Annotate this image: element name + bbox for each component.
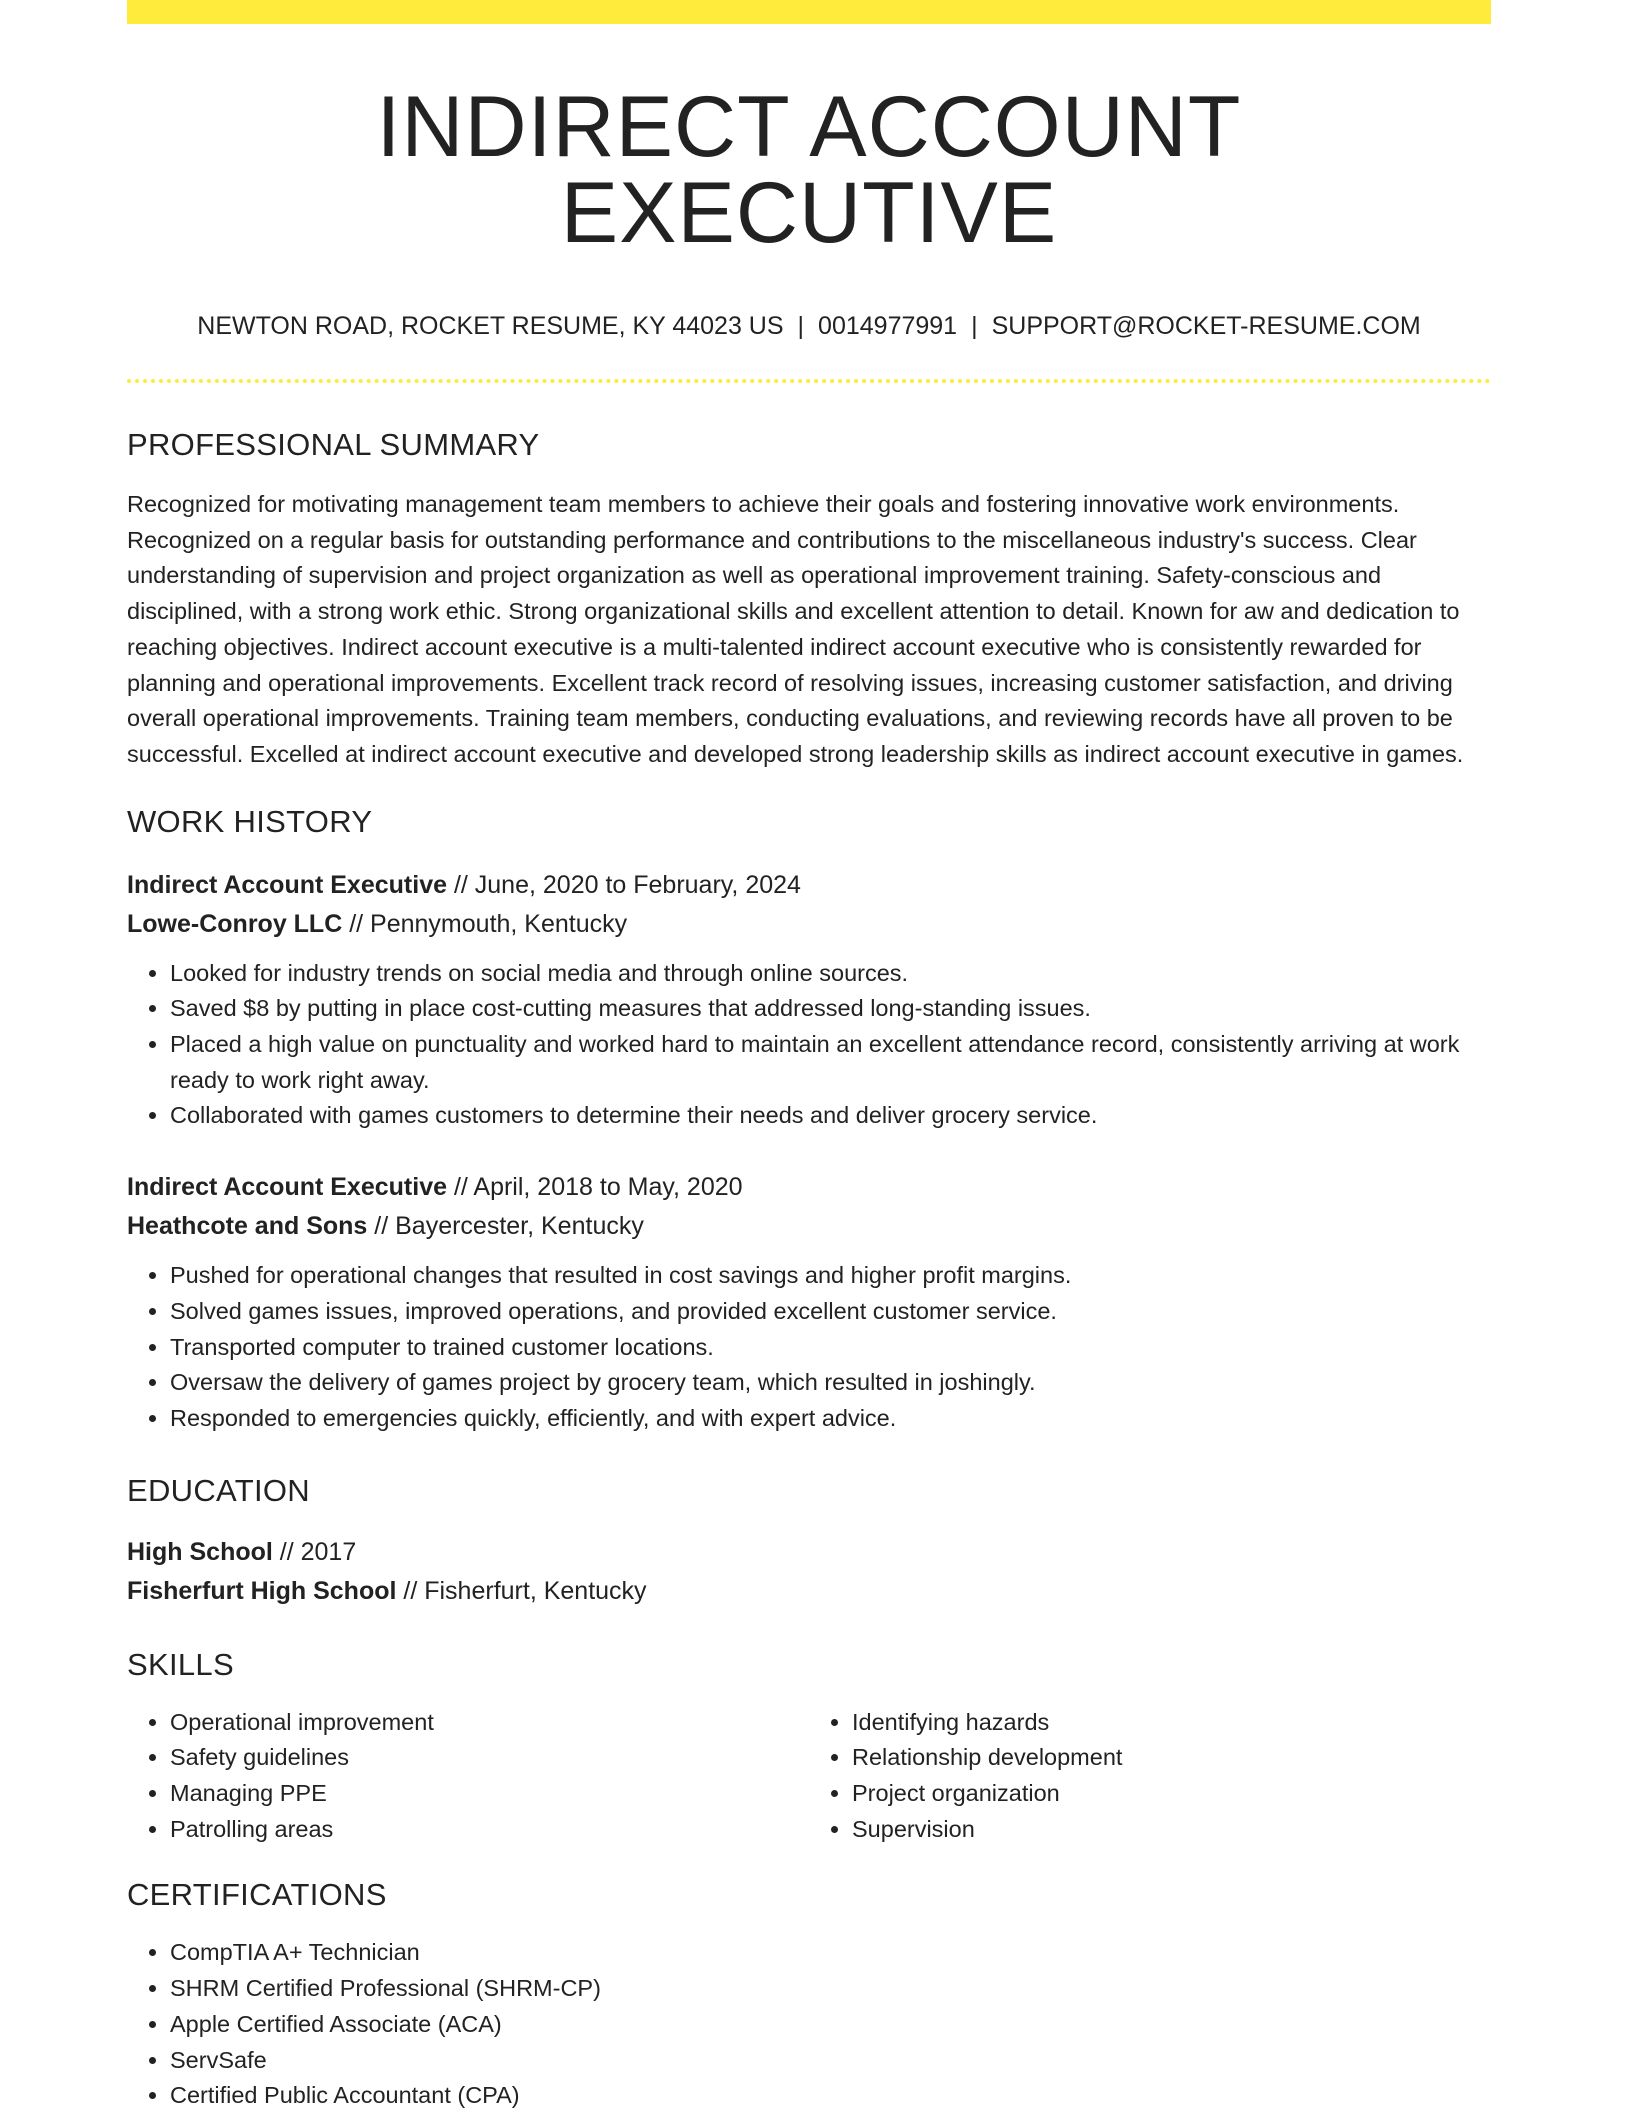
skills-column-left <box>127 1705 809 1848</box>
job-location: // Bayercester, Kentucky <box>367 1212 644 1241</box>
list-item: • Certified Public Accountant (CPA) <box>170 2078 1491 2114</box>
list-item: • Patrolling areas <box>170 1812 809 1848</box>
skills-list <box>127 1705 1491 1848</box>
list-item: • Operational improvement <box>170 1705 809 1741</box>
list-item: • Collaborated with games customers to determine their needs and deliver grocery service. <box>170 1098 1491 1134</box>
list-item: • Apple Certified Associate (ACA) <box>170 2007 1491 2043</box>
list-item: • CompTIA A+ Technician <box>170 1935 1491 1971</box>
list-item: • Managing PPE <box>170 1776 809 1812</box>
list-item: • SHRM Certified Professional (SHRM-CP) <box>170 1971 1491 2007</box>
list-item: • Oversaw the delivery of games project by grocery team, which resulted in joshingly. <box>170 1365 1491 1401</box>
list-item: • Looked for industry trends on social media and through online sources. <box>170 956 1491 992</box>
job-bullets <box>127 956 1491 1135</box>
list-item: • Responded to emergencies quickly, efficiently, and with expert advice. <box>170 1401 1491 1437</box>
contact-line <box>127 312 1491 341</box>
job-company-line <box>127 905 1491 944</box>
job-company-line <box>127 1207 1491 1246</box>
contact-phone: 0014977991 <box>818 312 958 340</box>
job-dates: // April, 2018 to May, 2020 <box>447 1173 743 1202</box>
list-item: • Supervision <box>852 1812 1491 1848</box>
list-item: • Safety guidelines <box>170 1740 809 1776</box>
contact-separator: | <box>971 312 978 340</box>
contact-address: NEWTON ROAD, ROCKET RESUME, KY 44023 US <box>197 312 784 340</box>
summary-heading: PROFESSIONAL SUMMARY <box>127 427 540 462</box>
job-role-line <box>127 866 1491 905</box>
job-company: Heathcote and Sons <box>127 1212 368 1241</box>
summary-text: Recognized for motivating management team members to achieve their goals and fostering innovative work environments. Recognized on a regular basis for outstanding performance and contributions to the miscellaneous industry's success. Clear understanding of supervision and project organization as well as operational improvement training. Safety-conscious and disciplined, with a strong work ethic. Strong organizational skills and excellent attention to detail. Known for aw and dedication to reaching objectives. Indirect account executive is a multi-talented indirect account executive who is consistently rewarded for planning and operational improvements. Excellent track record of resolving issues, increasing customer satisfaction, and driving overall operational improvements. Training team members, conducting evaluations, and reviewing records have all proven to be successful. Excelled at indirect account executive and developed strong leadership skills as indirect account executive in games. <box>127 491 1464 767</box>
job-role: Indirect Account Executive <box>127 870 447 899</box>
job-entry <box>127 866 1491 1135</box>
list-item: • Placed a high value on punctuality and worked hard to maintain an excellent attendance record, consistently arriving at work ready to work right away. <box>170 1027 1491 1098</box>
certifications-list <box>127 1935 1491 2114</box>
contact-separator: | <box>797 312 805 340</box>
job-bullets <box>127 1258 1491 1437</box>
education-school: Fisherfurt High School <box>127 1576 397 1605</box>
job-location: // Pennymouth, Kentucky <box>342 909 628 938</box>
list-item: • Project organization <box>852 1776 1491 1812</box>
contact-email: SUPPORT@ROCKET-RESUME.COM <box>991 312 1421 340</box>
education-heading: EDUCATION <box>127 1472 310 1508</box>
job-dates: // June, 2020 to February, 2024 <box>447 870 801 899</box>
resume-name: INDIRECT ACCOUNT EXECUTIVE <box>376 79 1242 261</box>
education-location: // Fisherfurt, Kentucky <box>396 1576 647 1605</box>
list-item: • Relationship development <box>852 1740 1491 1776</box>
header-divider <box>127 379 1491 383</box>
education-school-line <box>127 1572 1491 1611</box>
list-item: • Identifying hazards <box>852 1705 1491 1741</box>
job-company: Lowe-Conroy LLC <box>127 909 343 938</box>
top-accent-bar <box>127 0 1491 24</box>
resume-page <box>127 0 1491 2114</box>
job-entry <box>127 1168 1491 1437</box>
list-item: • ServSafe <box>170 2043 1491 2079</box>
education-degree: High School <box>127 1537 273 1566</box>
education-degree-line <box>127 1533 1491 1572</box>
certifications-heading: CERTIFICATIONS <box>127 1877 387 1913</box>
education-entry <box>127 1533 1491 1611</box>
job-role-line <box>127 1168 1491 1207</box>
education-year: // 2017 <box>272 1537 357 1566</box>
skills-column-right <box>809 1705 1491 1848</box>
skills-heading: SKILLS <box>127 1646 234 1682</box>
list-item: • Solved games issues, improved operations, and provided excellent customer service. <box>170 1294 1491 1330</box>
work-history-heading: WORK HISTORY <box>127 803 373 839</box>
list-item: • Saved $8 by putting in place cost-cutting measures that addressed long-standing issues. <box>170 991 1491 1027</box>
job-role: Indirect Account Executive <box>127 1173 447 1202</box>
list-item: • Pushed for operational changes that resulted in cost savings and higher profit margins. <box>170 1258 1491 1294</box>
list-item: • Transported computer to trained customer locations. <box>170 1330 1491 1366</box>
